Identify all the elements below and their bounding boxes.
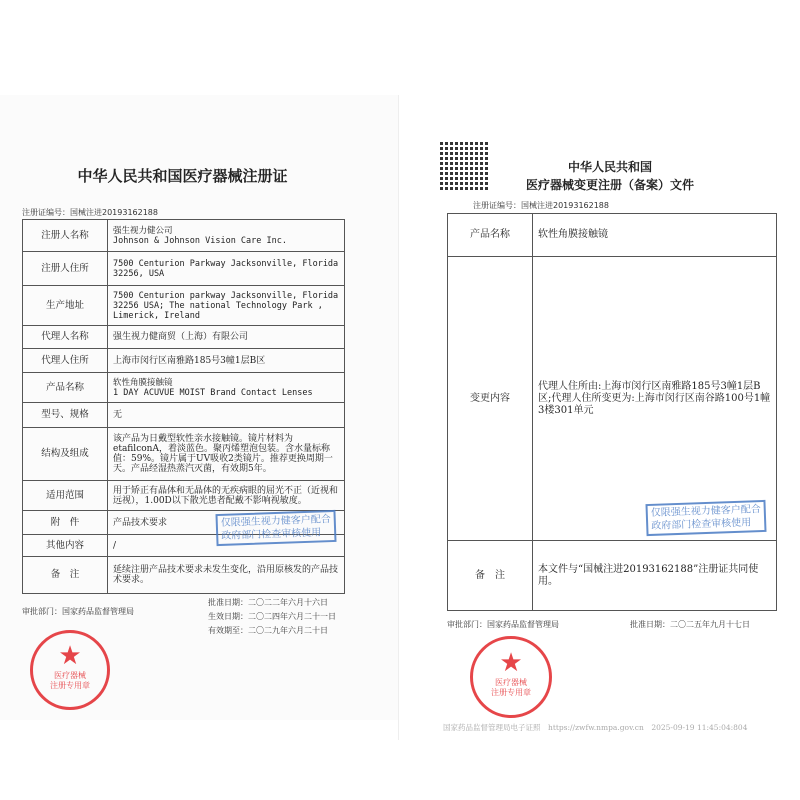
table-row [23,220,345,252]
row-label: 注册人名称 [23,220,108,252]
row-label: 适用范围 [23,481,108,511]
row-label: 结构及组成 [23,428,108,481]
row-value [108,511,345,542]
table-row [448,541,777,611]
table-row [448,257,777,541]
table-row [23,326,345,349]
row-value [108,326,345,349]
left-effective-date: 生效日期：二〇二四年六月二十一日 [208,612,336,621]
row-value-text: 软性角膜接触镜 [538,229,608,240]
row-value [533,214,777,257]
row-value-text: 该产品为日戴型软性亲水接触镜。镜片材料为etafilconA，着淡蓝色。聚丙烯塑泡包装。含水量标称值：59%。镜片属于UV吸收2类镜片。推荐更换周期一天。产品经湿热蒸汽灭菌，有效期5年。 [113,434,333,474]
row-label: 备 注 [448,541,533,611]
row-value [108,252,345,286]
row-label: 附 件 [23,511,108,535]
left-approval-dept: 审批部门：国家药品监督管理局 [22,607,134,616]
row-value [108,428,345,481]
left-cert-table [22,219,345,594]
row-label: 代理人名称 [23,326,108,349]
table-row [23,481,345,511]
row-label: 产品名称 [448,214,533,257]
row-value-text: 产品技术要求 [113,517,168,528]
row-value [108,349,345,373]
right-cert-title-line1: 中华人民共和国 [567,160,652,174]
table-row [23,252,345,286]
row-value [533,541,777,611]
row-value-text: 无 [113,410,123,420]
row-value-text: 本文件与“国械注进20193162188”注册证共同使用。 [538,563,759,587]
row-value-text: 延续注册产品技术要求未发生变化，沿用原核发的产品技术要求。 [113,565,339,585]
right-approve-date: 批准日期：二〇二五年九月十七日 [630,620,750,629]
table-row [448,214,777,257]
table-row [23,286,345,326]
right-cert-table [447,213,777,611]
right-approval-dept: 审批部门：国家药品监督管理局 [447,620,559,629]
left-valid-until: 有效期至：二〇二九年六月二十日 [208,626,328,635]
table-row [23,403,345,428]
table-row [23,557,345,594]
right-footer: 国家药品监督管理局电子证照 https://zwfw.nmpa.gov.cn 2025-09-19 11:45:04:804 [443,723,748,732]
row-value-text: / [113,540,117,551]
row-label: 备 注 [23,557,108,594]
row-value-text: 7500 Centurion Parkway Jacksonville, Florida 32256, USA [113,258,339,279]
row-value-text: 用于矫正有晶体和无晶体的无疾病眼的屈光不正（近视和远视），1.00D以下散光患者配戴不影响视敏度。 [113,485,339,506]
left-cert-title: 中华人民共和国医疗器械注册证 [77,167,288,185]
row-label: 产品名称 [23,373,108,403]
table-row [23,373,345,403]
left-red-seal: ★ 医疗器械 注册专用章 [30,630,110,710]
table-row [23,349,345,373]
right-reg-number: 注册证编号：国械注进20193162188 [473,201,609,210]
row-label: 生产地址 [23,286,108,326]
row-label: 注册人住所 [23,252,108,286]
row-value-text: 7500 Centurion parkway Jacksonville, Florida 32256 USA; The national Technology Park , Limerick, Ireland [113,290,339,321]
left-approve-date: 批准日期：二〇二二年六月十六日 [208,598,328,607]
row-value [108,481,345,511]
row-value-text: 上海市闵行区南雅路185号3幢1层B区 [113,355,266,366]
table-row [23,511,345,535]
left-blue-stamp: 仅限强生视力健客户配合 政府部门检查审核使用 [215,510,336,546]
right-red-seal: ★ 医疗器械 注册专用章 [470,636,552,718]
row-value [108,373,345,403]
row-value [108,403,345,428]
right-blue-stamp: 仅限强生视力健客户配合 政府部门检查审核使用 [645,500,766,536]
row-value-text: 软性角膜接触镜 1 DAY ACUVUE MOIST Brand Contact Lenses [113,377,313,398]
right-cert-title-line2: 医疗器械变更注册（备案）文件 [525,178,694,192]
row-value [108,286,345,326]
row-value [108,220,345,252]
left-reg-number: 注册证编号：国械注进20193162188 [22,208,158,217]
row-label: 其他内容 [23,535,108,557]
row-value [533,257,777,541]
row-value-text: 代理人住所由:上海市闵行区南雅路185号3幢1层B区;代理人住所变更为:上海市闵行区南谷路100号1幢3楼301单元 [538,380,771,416]
row-value-text: 强生视力健商贸（上海）有限公司 [113,332,249,342]
row-value-text: 强生视力健公司 Johnson & Johnson Vision Care Inc. [113,225,287,246]
table-row [23,428,345,481]
qr-code[interactable] [440,140,490,190]
row-value [108,557,345,594]
row-label: 变更内容 [448,257,533,541]
row-label: 型号、规格 [23,403,108,428]
row-label: 代理人住所 [23,349,108,373]
